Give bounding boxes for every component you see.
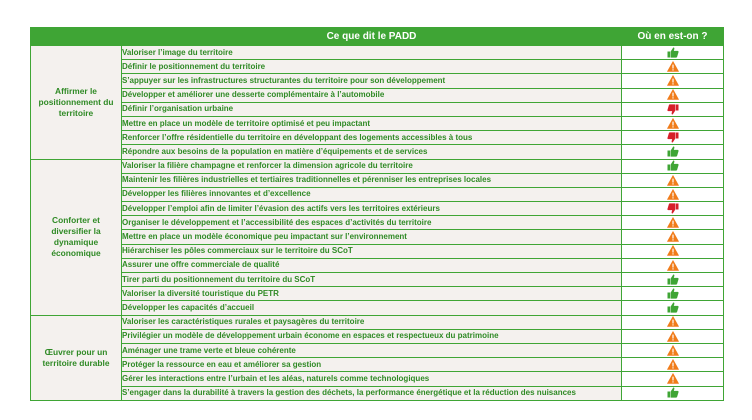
warning-icon (667, 89, 679, 100)
action-text: Tirer parti du positionnement du territoire du SCoT (122, 273, 622, 287)
status-cell (622, 159, 724, 173)
thumbs-down-icon (667, 132, 679, 143)
table-row (31, 116, 724, 130)
table-row (31, 258, 724, 272)
table-row (31, 244, 724, 258)
action-text: Renforcer l’offre résidentielle du territoire en développant des logements accessibles à tous (122, 131, 622, 145)
warning-icon (667, 118, 679, 129)
axis-label: Affirmer le positionnement du territoire (31, 46, 122, 160)
action-text: Définir l’organisation urbaine (122, 102, 622, 116)
action-text: Développer et améliorer une desserte complémentaire à l’automobile (122, 88, 622, 102)
action-text: Développer l’emploi afin de limiter l’évasion des actifs vers les territoires extérieurs (122, 202, 622, 216)
status-cell (622, 343, 724, 357)
header-axis-cell (31, 28, 122, 46)
action-text: Hiérarchiser les pôles commerciaux sur le territoire du SCoT (122, 244, 622, 258)
status-cell (622, 116, 724, 130)
status-cell (622, 230, 724, 244)
warning-icon (667, 61, 679, 72)
table-row (31, 386, 724, 400)
table-row (31, 301, 724, 315)
status-cell (622, 258, 724, 272)
thumbs-down-icon (667, 104, 679, 115)
status-cell (622, 202, 724, 216)
padd-table (30, 27, 724, 401)
table-row (31, 343, 724, 357)
table-row (31, 287, 724, 301)
status-cell (622, 187, 724, 201)
thumbs-up-icon (667, 274, 679, 285)
action-text: Maintenir les filières industrielles et tertiaires traditionnelles et pérenniser les entreprises locales (122, 173, 622, 187)
table-row (31, 273, 724, 287)
table-row (31, 131, 724, 145)
warning-icon (667, 260, 679, 271)
axis-label: Œuvrer pour un territoire durable (31, 315, 122, 400)
action-text: Privilégier un modèle de développement urbain économe en espaces et respectueux du patrimoine (122, 329, 622, 343)
header-action: Ce que dit le PADD (122, 28, 622, 46)
warning-icon (667, 373, 679, 384)
status-cell (622, 102, 724, 116)
status-cell (622, 273, 724, 287)
table-row (31, 230, 724, 244)
table-row (31, 60, 724, 74)
warning-icon (667, 217, 679, 228)
warning-icon (667, 345, 679, 356)
table-row (31, 159, 724, 173)
status-cell (622, 287, 724, 301)
status-cell (622, 74, 724, 88)
action-text: S’engager dans la durabilité à travers la gestion des déchets, la performance énergétique et la réduction des nuisances (122, 386, 622, 400)
status-cell (622, 131, 724, 145)
status-cell (622, 329, 724, 343)
table-body (31, 46, 724, 401)
table-row (31, 145, 724, 159)
action-text: S’appuyer sur les infrastructures structurantes du territoire pour son développement (122, 74, 622, 88)
action-text: Valoriser la filière champagne et renforcer la dimension agricole du territoire (122, 159, 622, 173)
action-text: Aménager une trame verte et bleue cohérente (122, 343, 622, 357)
table-row (31, 216, 724, 230)
axis-label: Conforter et diversifier la dynamique économique (31, 159, 122, 315)
table-row (31, 173, 724, 187)
table-row (31, 46, 724, 60)
action-text: Valoriser l’image du territoire (122, 46, 622, 60)
header-status: Où en est-on ? (622, 28, 724, 46)
status-cell (622, 372, 724, 386)
warning-icon (667, 75, 679, 86)
action-text: Assurer une offre commerciale de qualité (122, 258, 622, 272)
action-text: Développer les filières innovantes et d’excellence (122, 187, 622, 201)
table-row (31, 358, 724, 372)
action-text: Gérer les interactions entre l’urbain et les aléas, naturels comme technologiques (122, 372, 622, 386)
warning-icon (667, 175, 679, 186)
table-row (31, 329, 724, 343)
status-cell (622, 46, 724, 60)
action-text: Définir le positionnement du territoire (122, 60, 622, 74)
action-text: Protéger la ressource en eau et améliorer sa gestion (122, 358, 622, 372)
status-cell (622, 60, 724, 74)
action-text: Répondre aux besoins de la population en matière d’équipements et de services (122, 145, 622, 159)
thumbs-down-icon (667, 203, 679, 214)
warning-icon (667, 245, 679, 256)
status-cell (622, 358, 724, 372)
action-text: Développer les capacités d’accueil (122, 301, 622, 315)
thumbs-up-icon (667, 387, 679, 398)
action-text: Valoriser les caractéristiques rurales et paysagères du territoire (122, 315, 622, 329)
status-cell (622, 145, 724, 159)
thumbs-up-icon (667, 146, 679, 157)
status-cell (622, 88, 724, 102)
thumbs-up-icon (667, 160, 679, 171)
table-row (31, 315, 724, 329)
action-text: Mettre en place un modèle de territoire optimisé et peu impactant (122, 116, 622, 130)
status-cell (622, 173, 724, 187)
warning-icon (667, 331, 679, 342)
table-row (31, 202, 724, 216)
warning-icon (667, 359, 679, 370)
warning-icon (667, 316, 679, 327)
status-cell (622, 244, 724, 258)
thumbs-up-icon (667, 302, 679, 313)
warning-icon (667, 189, 679, 200)
warning-icon (667, 231, 679, 242)
status-cell (622, 301, 724, 315)
action-text: Organiser le développement et l’accessibilité des espaces d’activités du territoire (122, 216, 622, 230)
table-row (31, 187, 724, 201)
table-row (31, 74, 724, 88)
thumbs-up-icon (667, 47, 679, 58)
action-text: Mettre en place un modèle économique peu impactant sur l’environnement (122, 230, 622, 244)
table-row (31, 102, 724, 116)
table-row (31, 88, 724, 102)
action-text: Valoriser la diversité touristique du PETR (122, 287, 622, 301)
thumbs-up-icon (667, 288, 679, 299)
table-row (31, 372, 724, 386)
status-cell (622, 315, 724, 329)
status-cell (622, 216, 724, 230)
table-header-row (31, 28, 724, 46)
status-cell (622, 386, 724, 400)
